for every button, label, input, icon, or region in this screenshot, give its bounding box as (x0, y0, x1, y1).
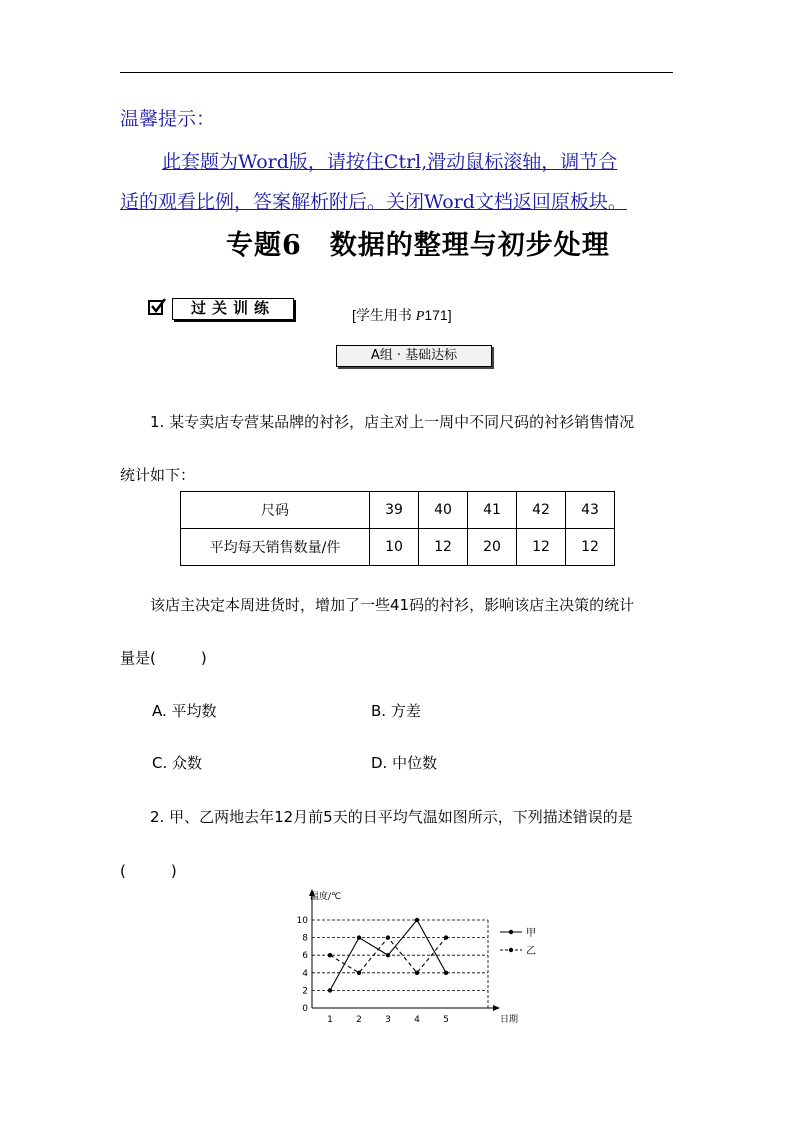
data-point (415, 971, 419, 975)
table-row (181, 529, 615, 566)
table-cell: 41 (468, 492, 517, 529)
x-tick-label: 5 (443, 1015, 449, 1025)
y-tick-label: 10 (296, 916, 308, 926)
section-banner: 过关训练 (172, 298, 294, 320)
table-cell: 43 (566, 492, 615, 529)
size-sales-table (180, 491, 615, 566)
data-point (444, 971, 448, 975)
tip-title: 温馨提示： (120, 108, 216, 130)
table-cell: 40 (419, 492, 468, 529)
x-tick-label: 4 (414, 1015, 420, 1025)
book-reference (352, 305, 452, 325)
q1-text-2: 统计如下： (120, 466, 196, 484)
page-title: 专题6 数据的整理与初步处理 (226, 230, 610, 261)
y-tick-label: 4 (302, 968, 308, 979)
option-a: A. 平均数 (152, 702, 217, 720)
table-cell: 12 (419, 529, 468, 566)
x-axis-arrow-icon (493, 1005, 500, 1011)
tip-line-2[interactable]: 适的观看比例，答案解析附后。关闭Word文档返回原板块。 (120, 191, 627, 213)
tip-line-1[interactable]: 此套题为Word版，请按住Ctrl,滑动鼠标滚轴，调节合 (162, 151, 618, 173)
q1-text-3: 该店主决定本周进货时，增加了一些41码的衬衫，影响该店主决策的统计 (150, 596, 635, 614)
data-point (357, 935, 361, 939)
table-row (181, 492, 615, 529)
ref-number: 171] (424, 307, 452, 323)
q1-text-4: 量是( ) (120, 649, 207, 667)
data-point (328, 988, 332, 992)
data-point (386, 953, 390, 957)
option-b: B. 方差 (371, 702, 421, 720)
table-cell: 12 (566, 529, 615, 566)
table-cell: 10 (370, 529, 419, 566)
legend-marker (509, 930, 513, 934)
data-point (357, 971, 361, 975)
table-cell: 20 (468, 529, 517, 566)
data-point (444, 935, 448, 939)
option-d: D. 中位数 (371, 754, 438, 772)
table-cell: 12 (517, 529, 566, 566)
q2-text-1: 2. 甲、乙两地去年12月前5天的日平均气温如图所示，下列描述错误的是 (150, 808, 633, 826)
y-tick-label: 6 (302, 951, 308, 962)
table-row-label: 平均每天销售数量/件 (181, 529, 370, 566)
table-cell: 42 (517, 492, 566, 529)
y-axis-label: 温度/℃ (310, 892, 342, 902)
x-axis-label: 日期 (500, 1015, 519, 1025)
group-label: A组 · 基础达标 (336, 345, 492, 367)
y-tick-label: 0 (302, 1004, 308, 1014)
checkbox-icon (148, 300, 163, 315)
x-tick-label: 2 (356, 1015, 362, 1025)
checkmark-icon (149, 298, 167, 316)
data-point (386, 935, 390, 939)
table-cell: 39 (370, 492, 419, 529)
x-tick-label: 3 (385, 1015, 391, 1025)
data-point (415, 918, 419, 922)
q1-text-1: 1. 某专卖店专营某品牌的衬衫，店主对上一周中不同尺码的衬衫销售情况 (150, 413, 635, 431)
table-header-label: 尺码 (181, 492, 370, 529)
ref-page-letter: P (415, 309, 425, 324)
legend-label: 乙 (526, 946, 536, 957)
ref-prefix: [学生用书 (352, 307, 416, 323)
data-point (328, 953, 332, 957)
temperature-chart (290, 886, 540, 1026)
header-rule (120, 72, 673, 73)
y-tick-label: 8 (302, 933, 308, 944)
legend-label: 甲 (526, 928, 536, 939)
x-tick-label: 1 (327, 1015, 333, 1025)
option-c: C. 众数 (152, 754, 203, 772)
q2-text-2: ( ) (120, 862, 177, 880)
y-tick-label: 2 (302, 986, 308, 997)
legend-marker (509, 948, 513, 952)
